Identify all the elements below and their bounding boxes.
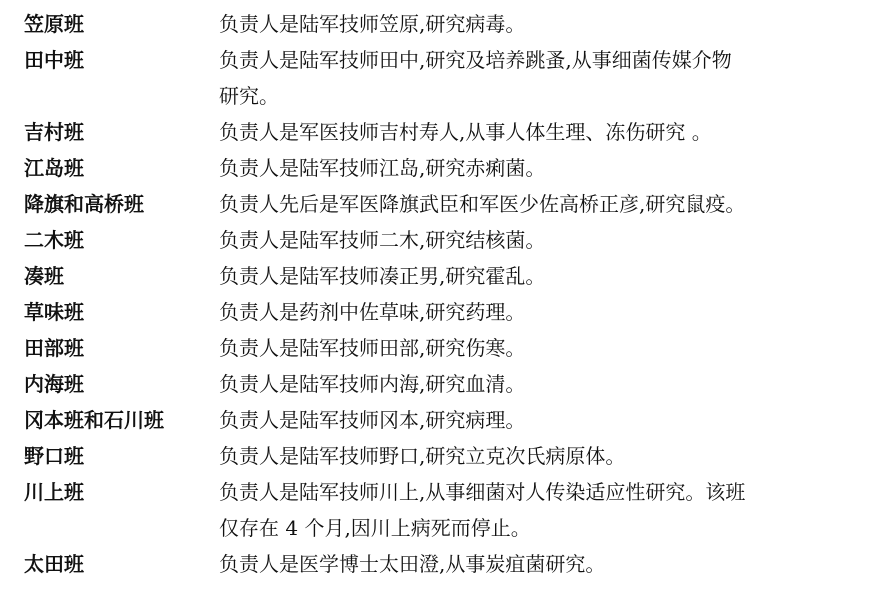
list-item: [0, 114, 875, 150]
list-item: [0, 42, 875, 114]
group-name: 江岛班: [24, 156, 84, 180]
group-name: 川上班: [24, 480, 84, 504]
description-line: 负责人是陆军技师二木,研究结核菌。: [219, 228, 546, 252]
group-description: [196, 330, 846, 366]
description-line: 负责人是陆军技师内海,研究血清。: [219, 372, 526, 396]
group-name: 凑班: [24, 264, 64, 288]
description-line: 负责人是陆军技师田部,研究伤寒。: [219, 336, 526, 360]
description-line: 负责人是医学博士太田澄,从事炭疽菌研究。: [219, 552, 606, 576]
description-line: 负责人是陆军技师笠原,研究病毒。: [219, 12, 526, 36]
list-item: [0, 474, 875, 546]
list-item: [0, 366, 875, 402]
group-description: [196, 366, 846, 402]
group-description: [196, 6, 846, 42]
list-item: [0, 546, 875, 582]
group-description: [196, 294, 846, 330]
group-description: [196, 114, 846, 150]
description-line: 负责人是陆军技师川上,从事细菌对人传染适应性研究。该班: [219, 480, 746, 504]
description-line: 负责人先后是军医降旗武臣和军医少佐高桥正彦,研究鼠疫。: [219, 192, 746, 216]
list-item: [0, 6, 875, 42]
group-description: [196, 402, 846, 438]
group-description: [196, 186, 846, 222]
group-name: 田中班: [24, 48, 84, 72]
description-line: 仅存在 4 个月,因川上病死而停止。: [219, 516, 531, 540]
description-line: 负责人是陆军技师田中,研究及培养跳蚤,从事细菌传媒介物: [219, 48, 732, 72]
list-item: [0, 150, 875, 186]
group-name: 内海班: [24, 372, 84, 396]
group-description: [196, 546, 846, 582]
group-description: [196, 222, 846, 258]
group-name: 降旗和高桥班: [24, 192, 144, 216]
description-line: 负责人是陆军技师冈本,研究病理。: [219, 408, 526, 432]
group-description: [196, 474, 846, 546]
list-item: [0, 222, 875, 258]
group-description: [196, 438, 846, 474]
group-name: 二木班: [24, 228, 84, 252]
group-name: 太田班: [24, 552, 84, 576]
group-name: 野口班: [24, 444, 84, 468]
description-line: 负责人是陆军技师凑正男,研究霍乱。: [219, 264, 546, 288]
group-name: 冈本班和石川班: [24, 408, 164, 432]
description-line: 研究。: [219, 84, 279, 108]
group-name: 田部班: [24, 336, 84, 360]
group-name: 笠原班: [24, 12, 84, 36]
list-item: [0, 402, 875, 438]
list-item: [0, 186, 875, 222]
description-line: 负责人是药剂中佐草味,研究药理。: [219, 300, 526, 324]
description-line: 负责人是陆军技师野口,研究立克次氏病原体。: [219, 444, 626, 468]
list-item: [0, 294, 875, 330]
list-item: [0, 330, 875, 366]
description-line: 负责人是军医技师吉村寿人,从事人体生理、冻伤研究 。: [219, 120, 712, 144]
group-description: [196, 150, 846, 186]
group-description: [196, 258, 846, 294]
group-description: [196, 42, 846, 114]
group-name: 草味班: [24, 300, 84, 324]
list-item: [0, 438, 875, 474]
group-name: 吉村班: [24, 120, 84, 144]
description-line: 负责人是陆军技师江岛,研究赤痢菌。: [219, 156, 546, 180]
list-item: [0, 258, 875, 294]
